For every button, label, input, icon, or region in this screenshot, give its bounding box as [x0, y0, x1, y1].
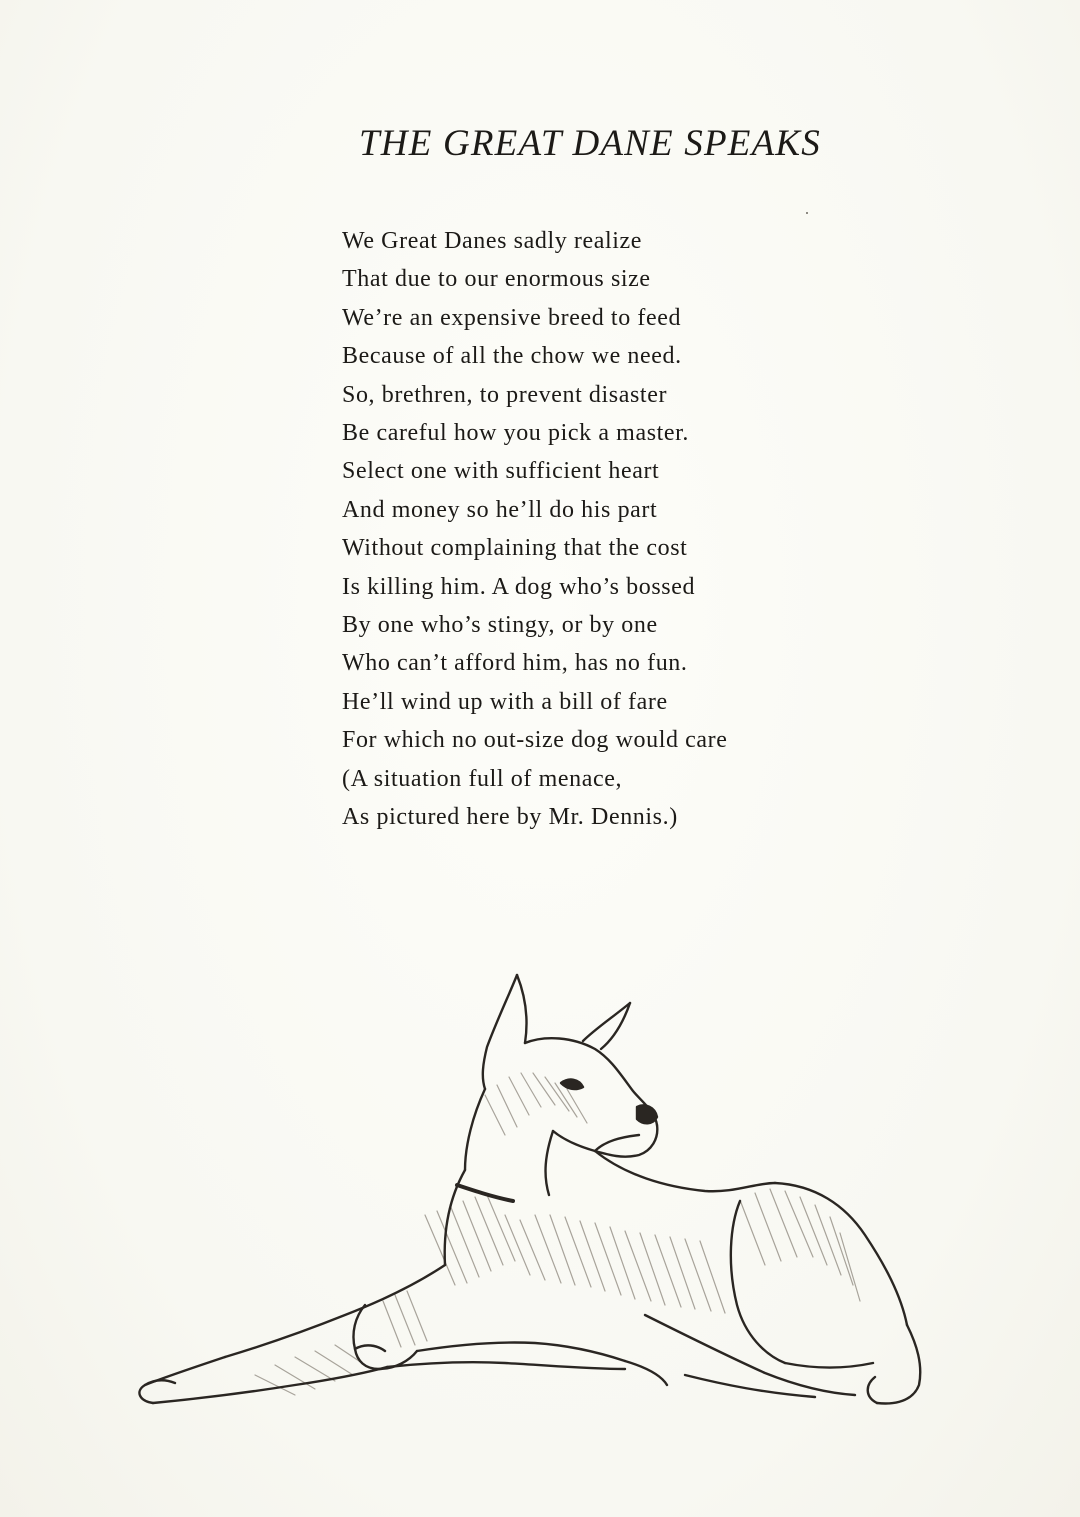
poem-line: So, brethren, to prevent disaster: [342, 381, 668, 408]
poem-line: Who can’t afford him, has no fun.: [342, 650, 688, 677]
poem-line: By one who’s stingy, or by one: [342, 612, 658, 639]
poem-line: We Great Danes sadly realize: [342, 228, 643, 254]
poem-line: We’re an expensive breed to feed: [342, 304, 682, 331]
poem-line: Be careful how you pick a master.: [342, 420, 690, 447]
body-shading: [255, 1073, 860, 1395]
poem-line: As pictured here by Mr. Dennis.): [342, 804, 678, 831]
poem-body: [342, 222, 728, 837]
poem-title: THE GREAT DANE SPEAKS: [359, 123, 821, 164]
poem-line: Is killing him. A dog who’s bossed: [342, 573, 696, 600]
great-dane-illustration: [125, 965, 935, 1435]
poem-line: And money so he’ll do his part: [342, 496, 658, 523]
dog-outline: [139, 975, 920, 1403]
poem-line: Without complaining that the cost: [342, 535, 688, 562]
poem-line: Select one with sufficient heart: [342, 458, 660, 485]
poem-line: He’ll wind up with a bill of fare: [342, 688, 668, 715]
paper-speck: [806, 212, 808, 214]
poem-line: For which no out-size dog would care: [342, 727, 728, 754]
poem-line: (A situation full of menace,: [342, 765, 623, 792]
poem-line: Because of all the chow we need.: [342, 343, 682, 370]
poem-line: That due to our enormous size: [342, 266, 651, 293]
